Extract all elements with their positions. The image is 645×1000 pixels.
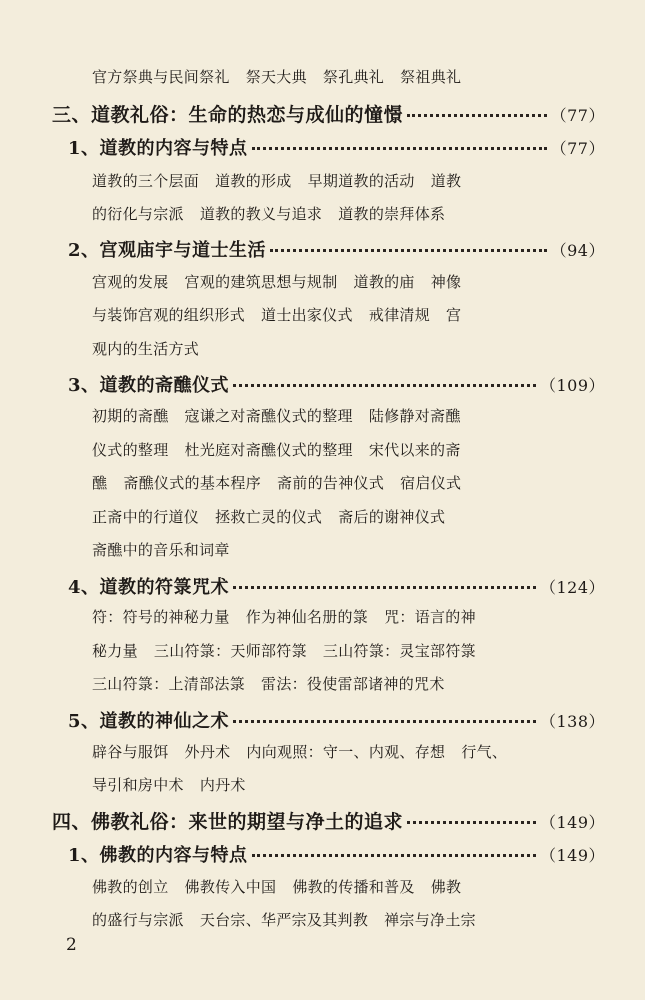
toc-entry-title: 四、佛教礼俗：来世的期望与净土的追求 <box>52 811 404 833</box>
toc-topic: 天台宗、华严宗及其判教 <box>199 911 369 929</box>
toc-topic: 宫观的建筑思想与规制 <box>184 273 338 291</box>
toc-item-line <box>92 405 477 426</box>
toc-item-line <box>92 439 477 460</box>
toc-item-line <box>92 741 523 762</box>
toc-topic: 的盛行与宗派 <box>92 911 184 929</box>
toc-page-ref: （138） <box>539 712 605 731</box>
toc-item-line <box>92 170 477 191</box>
toc-item-line <box>92 673 461 694</box>
toc-topic: 三山符箓：天师部符箓 <box>153 642 307 660</box>
toc-topic: 早期道教的活动 <box>307 172 415 190</box>
toc-topic: 观内的生活方式 <box>92 340 200 358</box>
toc-page-ref: （94） <box>550 241 605 260</box>
toc-subsection-entry <box>68 134 605 160</box>
toc-topic: 道教的形成 <box>215 172 292 190</box>
toc-topic: 佛教传入中国 <box>184 878 277 896</box>
page-number: 2 <box>66 935 77 955</box>
toc-topic: 祭天大典 <box>245 68 307 86</box>
toc-item-line <box>92 506 461 527</box>
toc-subsection-entry <box>68 236 605 262</box>
toc-topic: 佛教的创立 <box>92 878 169 896</box>
toc-topic: 祭祖典礼 <box>400 68 462 86</box>
toc-topic: 斋醮中的音乐和词章 <box>92 541 230 559</box>
toc-page-ref: （149） <box>539 846 605 865</box>
toc-topic: 官方祭典与民间祭礼 <box>92 68 230 86</box>
toc-topic: 符：符号的神秘力量 <box>92 608 230 626</box>
toc-item-line <box>92 909 492 930</box>
toc-topic: 拯救亡灵的仪式 <box>215 508 323 526</box>
toc-topic: 三山符箓：上清部法箓 <box>92 675 246 693</box>
toc-topic: 陆修静对斋醮 <box>368 407 461 425</box>
toc-topic: 初期的斋醮 <box>92 407 169 425</box>
toc-topic: 戒律清规 <box>368 306 431 324</box>
toc-topic: 神像 <box>430 273 462 291</box>
toc-entry-title: 3、道教的斋醮仪式 <box>68 375 230 396</box>
toc-entry-title: 2、宫观庙宇与道士生活 <box>68 240 267 261</box>
dot-leader <box>270 248 547 252</box>
toc-topic: 道教的庙 <box>353 273 415 291</box>
toc-topic: 佛教 <box>430 878 462 896</box>
toc-topic: 祭孔典礼 <box>322 68 385 86</box>
toc-topic: 道教的教义与追求 <box>199 205 323 223</box>
toc-section-entry <box>52 807 605 834</box>
dot-leader <box>407 820 536 824</box>
toc-page-ref: （109） <box>539 376 605 395</box>
dot-leader <box>407 113 547 117</box>
toc-item-line <box>92 774 262 795</box>
toc-entry-title: 5、道教的神仙之术 <box>68 711 230 732</box>
toc-page-ref: （149） <box>539 813 605 832</box>
toc-item-line <box>92 640 492 661</box>
toc-topic: 宫观的发展 <box>92 273 169 291</box>
toc-entry-title: 1、佛教的内容与特点 <box>68 845 248 866</box>
toc-topic: 寇谦之对斋醮仪式的整理 <box>184 407 353 425</box>
toc-page-ref: （77） <box>550 139 605 158</box>
toc-subsection-entry <box>68 573 605 599</box>
dot-leader <box>252 853 536 857</box>
toc-topic: 正斋中的行道仪 <box>92 508 200 526</box>
dot-leader <box>252 146 547 150</box>
toc-topic: 秘力量 <box>92 642 138 660</box>
dot-leader <box>233 719 536 723</box>
toc-subsection-entry <box>68 707 605 733</box>
toc-section-entry <box>52 100 605 127</box>
toc-item-line <box>92 271 477 292</box>
toc-topic: 斋前的告神仪式 <box>277 474 385 492</box>
toc-item-line <box>92 338 215 359</box>
toc-topic: 道士出家仪式 <box>261 306 353 324</box>
toc-topic: 内丹术 <box>199 776 246 794</box>
toc-topic: 宿启仪式 <box>400 474 462 492</box>
toc-topic: 三山符箓：灵宝部符箓 <box>322 642 476 660</box>
toc-topic: 宋代以来的斋 <box>368 441 461 459</box>
toc-topic: 佛教的传播和普及 <box>292 878 415 896</box>
toc-topic: 仪式的整理 <box>92 441 169 459</box>
toc-entry-title: 三、道教礼俗：生命的热恋与成仙的憧憬 <box>52 104 404 126</box>
toc-topic: 禅宗与净土宗 <box>384 911 476 929</box>
toc-topic: 斋后的谢神仪式 <box>338 508 446 526</box>
toc-item-line <box>92 539 246 560</box>
toc-page-ref: （124） <box>539 578 605 597</box>
toc-topic: 宫 <box>446 306 462 324</box>
toc-topic: 与装饰宫观的组织形式 <box>92 306 246 324</box>
toc-topic: 外丹术 <box>184 743 231 761</box>
toc-item-line <box>92 304 477 325</box>
toc-topic: 道教的崇拜体系 <box>338 205 446 223</box>
toc-subsection-entry <box>68 371 605 397</box>
toc-topic: 醮 <box>92 474 108 492</box>
dot-leader <box>233 383 536 387</box>
toc-entry-title: 4、道教的符箓咒术 <box>68 577 230 598</box>
toc-item-line <box>92 876 477 897</box>
toc-topic: 杜光庭对斋醮仪式的整理 <box>184 441 353 459</box>
toc-topic: 斋醮仪式的基本程序 <box>123 474 262 492</box>
toc-topic: 道教 <box>430 172 462 190</box>
toc-topic: 雷法：役使雷部诸神的咒术 <box>261 675 445 693</box>
toc-topic: 咒：语言的神 <box>384 608 476 626</box>
toc-topic: 道教的三个层面 <box>92 172 200 190</box>
toc-item-line <box>92 203 461 224</box>
toc-item-line <box>92 606 492 627</box>
toc-page-ref: （77） <box>550 106 605 125</box>
toc-topic: 辟谷与服饵 <box>92 743 169 761</box>
toc-topic: 导引和房中术 <box>92 776 184 794</box>
dot-leader <box>233 585 536 589</box>
toc-entry-title: 1、道教的内容与特点 <box>68 138 248 159</box>
toc-subsection-entry <box>68 841 605 867</box>
toc-topic: 作为神仙名册的箓 <box>245 608 369 626</box>
toc-item-line <box>92 472 477 493</box>
toc-item-line <box>92 66 477 87</box>
toc-topic: 的衍化与宗派 <box>92 205 184 223</box>
toc-topic: 行气、 <box>461 743 508 761</box>
toc-topic: 内向观照：守一、内观、存想 <box>246 743 446 761</box>
